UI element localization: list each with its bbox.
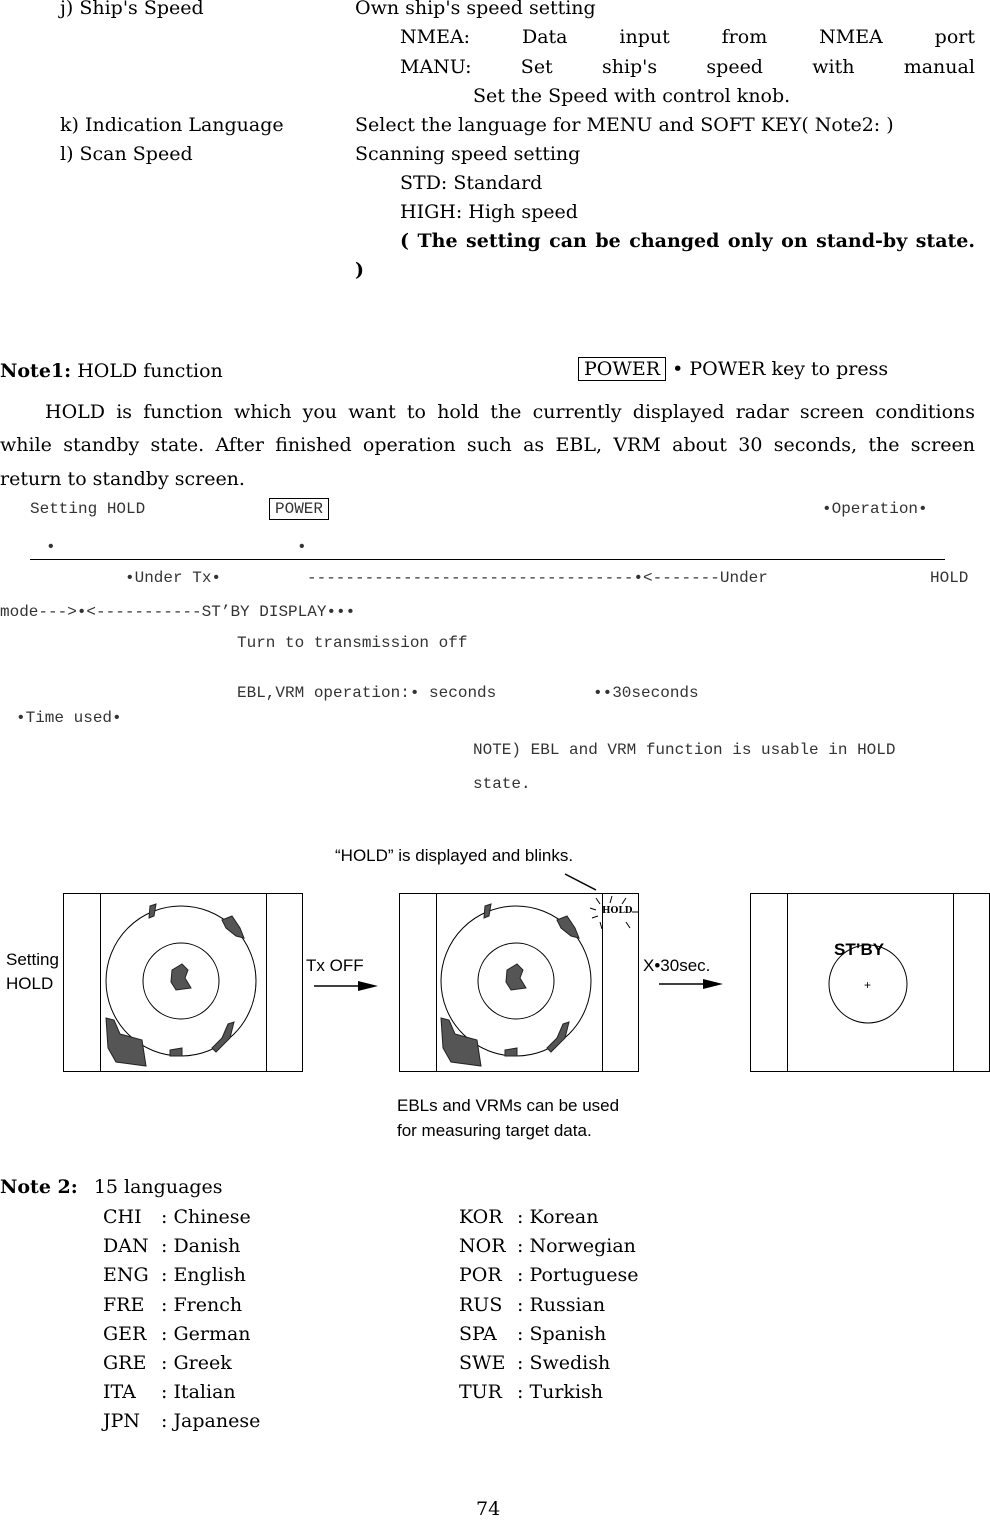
language-item xyxy=(103,1235,260,1264)
language-name: : English xyxy=(161,1264,246,1287)
language-code: TUR xyxy=(459,1381,502,1404)
note1-heading xyxy=(0,360,223,382)
ships-speed-desc: Own ship's speed setting xyxy=(355,0,596,19)
language-name: : Norwegian xyxy=(517,1235,636,1258)
ebl-vrm-caption xyxy=(397,1093,619,1143)
language-code: GRE xyxy=(103,1351,147,1374)
language-item xyxy=(459,1206,639,1235)
setting-word: Setting xyxy=(6,950,59,969)
time-used-text: •Time used• xyxy=(16,709,122,727)
language-item xyxy=(103,1410,260,1439)
timeline-axis xyxy=(30,559,945,560)
language-name: : Italian xyxy=(161,1381,236,1404)
standby-display xyxy=(751,894,989,1071)
language-code: DAN xyxy=(103,1235,149,1258)
scan-speed-label: l) Scan Speed xyxy=(60,143,193,165)
language-item xyxy=(459,1235,639,1264)
ebl-vrm-text: EBL,VRM operation:• seconds xyxy=(237,684,497,702)
language-item xyxy=(103,1381,260,1410)
x30sec-label: X•30sec. xyxy=(643,956,711,975)
caption-pointer xyxy=(560,866,610,896)
note1-para-line2: while standby state. After finished operation such as EBL, VRM about 30 seconds, the screen xyxy=(0,434,975,456)
scan-high: HIGH: High speed xyxy=(400,201,578,223)
scan-speed-desc: Scanning speed setting xyxy=(355,143,581,165)
language-name: : Russian xyxy=(517,1293,606,1316)
scan-note: ( The setting can be changed only on stand-by state. xyxy=(400,230,975,252)
language-name: : Danish xyxy=(161,1235,241,1258)
language-code: ITA xyxy=(103,1381,136,1404)
language-item xyxy=(103,1323,260,1352)
language-name: : Korean xyxy=(517,1206,599,1228)
power-key-box: POWER xyxy=(578,357,666,381)
svg-text:+: + xyxy=(864,978,872,992)
language-item xyxy=(103,1264,260,1293)
timeline-note-line1: NOTE) EBL and VRM function is usable in HOLD xyxy=(473,741,896,759)
hold-word: HOLD xyxy=(6,974,54,993)
manu-word: manual xyxy=(903,56,975,78)
scan-note-close: ) xyxy=(355,259,364,281)
language-item xyxy=(103,1206,260,1235)
manu-word: ship's xyxy=(601,56,658,78)
hold-badge: HOLD xyxy=(602,906,633,916)
setting-hold-caption xyxy=(6,948,59,996)
nmea-word: Data xyxy=(521,26,568,48)
language-code: RUS xyxy=(459,1293,503,1316)
timeline-dot: • xyxy=(297,538,307,556)
manu-word: Set xyxy=(520,56,553,78)
thirty-seconds-text: ••30seconds xyxy=(593,684,699,702)
knob-line: Set the Speed with control knob. xyxy=(473,85,791,107)
language-code: KOR xyxy=(459,1206,503,1228)
language-name: : Chinese xyxy=(161,1206,251,1228)
timeline-hold: HOLD xyxy=(930,569,969,587)
power-key-legend xyxy=(578,358,888,380)
language-name: : Turkish xyxy=(517,1381,604,1404)
language-code: GER xyxy=(103,1322,147,1345)
radar-screen-hold xyxy=(399,893,639,1072)
language-item xyxy=(459,1323,639,1352)
ships-speed-label: j) Ship's Speed xyxy=(60,0,204,19)
operation-label: •Operation• xyxy=(822,500,928,518)
language-code: JPN xyxy=(103,1410,141,1433)
tx-off-label: Tx OFF xyxy=(306,956,364,975)
manu-word: MANU: xyxy=(400,56,472,78)
radar-screen-standby xyxy=(750,893,990,1072)
arrow-right-icon xyxy=(312,976,382,996)
language-item xyxy=(103,1294,260,1323)
language-name: : Spanish xyxy=(517,1322,607,1345)
manu-line xyxy=(400,56,975,78)
nmea-word: input xyxy=(619,26,670,48)
power-key-box-timeline: POWER xyxy=(269,498,329,520)
setting-hold-label: Setting HOLD xyxy=(30,500,146,518)
language-code: ENG xyxy=(103,1264,149,1287)
language-item xyxy=(459,1294,639,1323)
turn-off-text: Turn to transmission off xyxy=(237,634,468,652)
timeline-note-line2: state. xyxy=(473,775,531,793)
language-code: CHI xyxy=(103,1206,142,1228)
nmea-word: NMEA xyxy=(819,26,883,48)
language-name: : Portuguese xyxy=(517,1264,639,1287)
arrow-right-icon xyxy=(657,974,727,994)
language-item xyxy=(459,1352,639,1381)
language-code: NOR xyxy=(459,1235,506,1258)
indication-language-desc: Select the language for MENU and SOFT KEY( Note2: ) xyxy=(355,114,894,136)
language-name: : French xyxy=(161,1293,243,1316)
page-number: 74 xyxy=(476,1498,501,1520)
ebl-vrm-caption-line1: EBLs and VRMs can be used xyxy=(397,1096,620,1115)
language-code: FRE xyxy=(103,1293,145,1316)
power-key-desc: • POWER key to press xyxy=(672,358,889,380)
note1-label: Note1: xyxy=(0,360,72,382)
note1-para-line3: return to standby screen. xyxy=(0,468,245,490)
language-name: : German xyxy=(161,1322,251,1345)
language-item xyxy=(459,1264,639,1293)
language-name: : Greek xyxy=(161,1351,232,1374)
nmea-word: port xyxy=(934,26,975,48)
language-item xyxy=(103,1352,260,1381)
stby-label: ST’BY xyxy=(834,940,885,959)
radar-display xyxy=(400,894,638,1071)
caption-hold-blinks: “HOLD” is displayed and blinks. xyxy=(335,846,574,865)
scan-std: STD: Standard xyxy=(400,172,543,194)
nmea-line xyxy=(400,26,975,48)
language-name: : Swedish xyxy=(517,1351,611,1374)
timeline-dot: • xyxy=(46,538,56,556)
note2-label: Note 2: xyxy=(0,1176,78,1198)
manu-word: speed xyxy=(706,56,763,78)
ebl-vrm-caption-line2: for measuring target data. xyxy=(397,1121,592,1140)
note1-title: HOLD function xyxy=(77,360,223,382)
manu-word: with xyxy=(812,56,855,78)
note1-para-line1: HOLD is function which you want to hold the currently displayed radar screen conditions xyxy=(45,401,975,423)
note2-heading xyxy=(0,1176,223,1198)
under-tx-label: •Under Tx• xyxy=(125,569,222,587)
radar-display xyxy=(64,894,302,1071)
nmea-word: NMEA: xyxy=(400,26,471,48)
language-code: SWE xyxy=(459,1351,506,1374)
timeline-mode: mode--->•<-----------ST’BY DISPLAY••• xyxy=(0,603,356,621)
language-code: SPA xyxy=(459,1322,497,1345)
language-name: : Japanese xyxy=(161,1410,261,1433)
timeline-dashes: ----------------------------------•<-------Under xyxy=(307,569,768,587)
language-list-right xyxy=(459,1206,639,1410)
language-item xyxy=(459,1381,639,1410)
nmea-word: from xyxy=(721,26,768,48)
indication-language-label: k) Indication Language xyxy=(60,114,284,136)
language-list-left xyxy=(103,1206,260,1440)
note2-title: 15 languages xyxy=(93,1176,223,1198)
radar-screen-operating xyxy=(63,893,303,1072)
language-code: POR xyxy=(459,1264,502,1287)
